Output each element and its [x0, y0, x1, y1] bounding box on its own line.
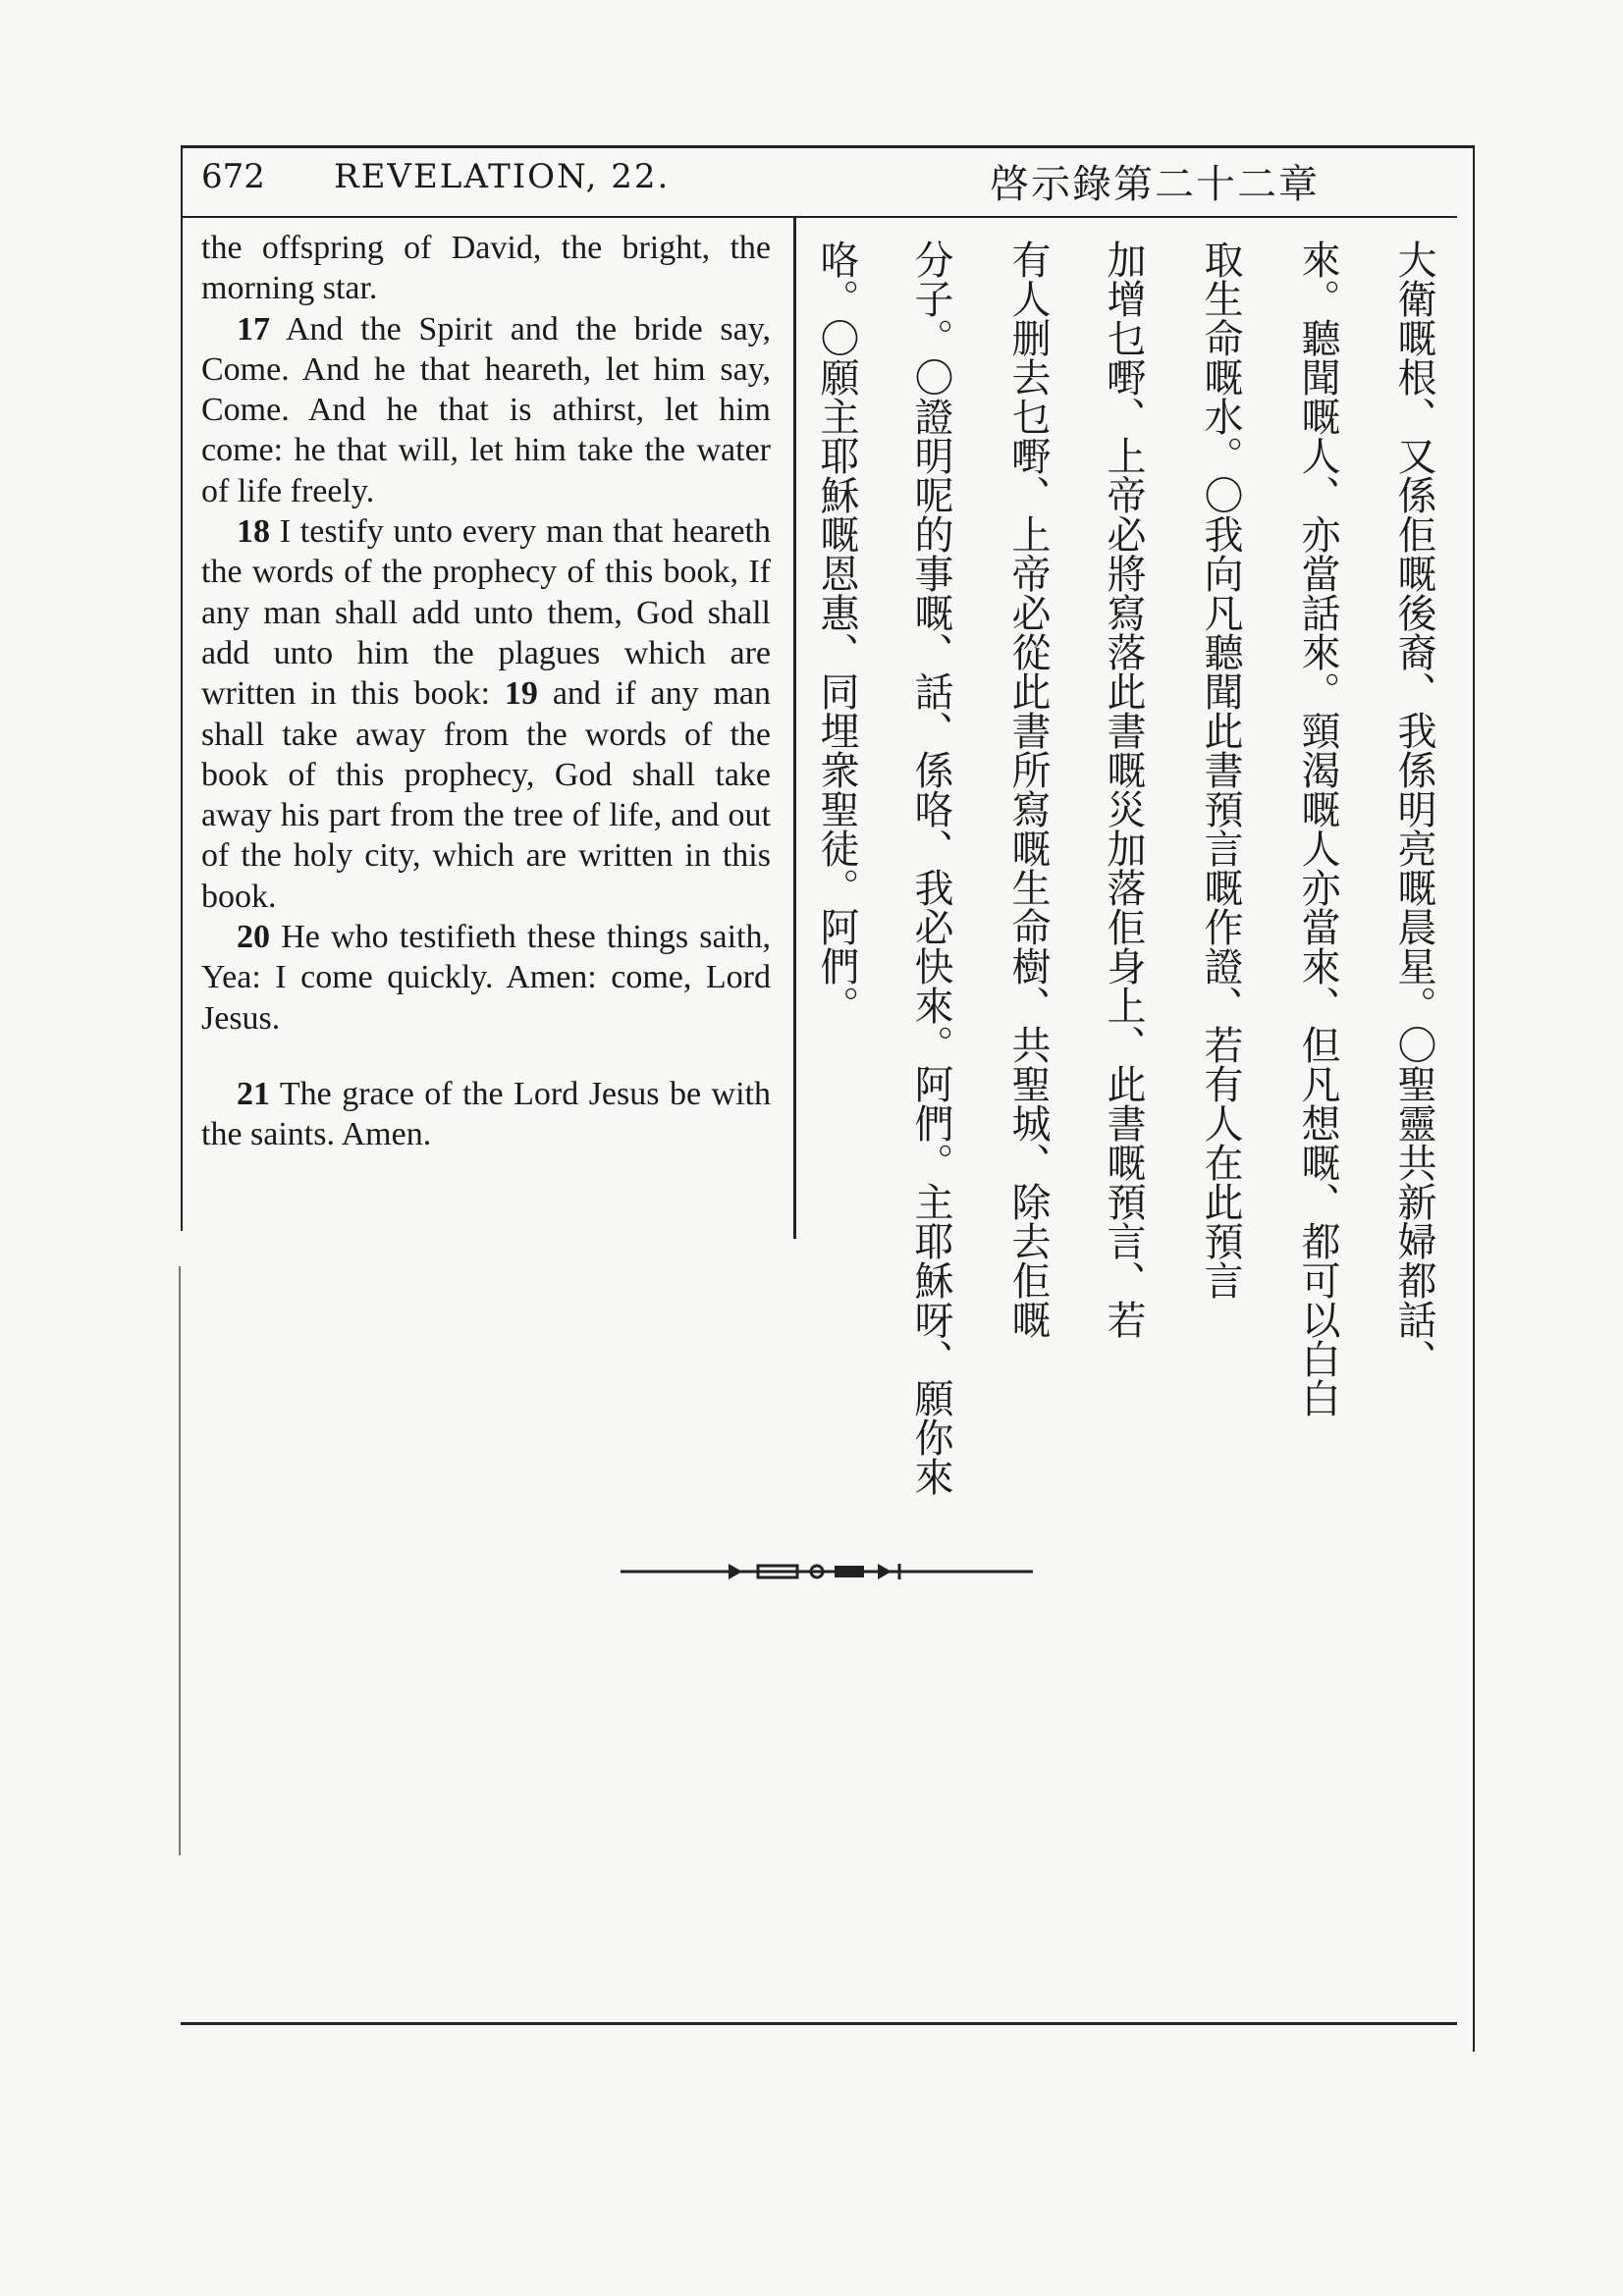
chinese-column-6: 分子。〇證明呢的事嘅、話、係咯、我必快來。阿們。主耶穌呀、願你來: [908, 240, 953, 1496]
chinese-page-title: 啓示錄第二十二章: [990, 162, 1320, 207]
chinese-column-1: 大衛嘅根、又係佢嘅後裔、我係明亮嘅晨星。〇聖靈共新婦都話、: [1391, 240, 1436, 1378]
verse-number: 20: [237, 919, 270, 956]
verse-text: And the Spirit and the bride say, Come. And he that heareth, let him say, Come. And he that is athirst, let him come: he that will, let him take the water of life freely.: [201, 310, 772, 509]
chinese-column-5: 有人删去乜嘢、上帝必從此書所寫嘅生命樹、共聖城、除去佢嘅: [1005, 240, 1051, 1339]
verse-text: I testify unto every man that heareth the words of the prophecy of this book, If any man shall add unto them, God shall add unto him the plagues which are written in this book:: [201, 513, 772, 713]
verse-number: 17: [237, 310, 270, 347]
top-border: [181, 145, 1475, 148]
chinese-column-4: 加增乜嘢、上帝必將寫落此書嘅災加落佢身上、此書嘅預言、若: [1101, 240, 1146, 1339]
right-border: [1473, 147, 1475, 2052]
chinese-column-2: 來。聽聞嘅人、亦當話來。頸渴嘅人亦當來、但凡想嘅、都可以白白: [1295, 240, 1340, 1417]
page-title: REVELATION, 22.: [334, 157, 671, 196]
verse-text: The grace of the Lord Jesus be with the saints. Amen.: [201, 1075, 771, 1153]
chinese-column-3: 取生命嘅水。〇我向凡聽聞此書預言嘅作證、若有人在此預言: [1198, 240, 1243, 1300]
left-border-lower: [179, 1266, 181, 1855]
left-border: [181, 145, 183, 1231]
bottom-border: [181, 2022, 1457, 2025]
verse-number: 18: [237, 513, 270, 551]
verse-text: and if any man shall take away from the words of the book of this prophecy, God shall take away his part from the tree of life, and out of the holy city, which are written in this book.: [201, 675, 772, 915]
chinese-column-7: 咯。〇願主耶穌嘅恩惠、同埋衆聖徒。阿們。: [814, 240, 859, 1025]
decorative-rule-ornament: [621, 1557, 1033, 1586]
verse-17: [201, 309, 771, 511]
english-text-column: [201, 228, 771, 1155]
verse-18-19: [201, 511, 771, 917]
verse-21: [201, 1074, 771, 1155]
verse-number: 21: [237, 1075, 270, 1112]
verse-text: He who testifieth these things saith, Yea: I come quickly. Amen: come, Lord Jesus.: [201, 919, 771, 1037]
verse-20: [201, 917, 771, 1039]
verse-number: 19: [504, 675, 538, 713]
verse-continuation: the offspring of David, the bright, the morning star.: [201, 230, 771, 307]
column-divider: [793, 218, 796, 1239]
header-divider: [181, 216, 1457, 218]
page-number: 672: [201, 157, 265, 196]
